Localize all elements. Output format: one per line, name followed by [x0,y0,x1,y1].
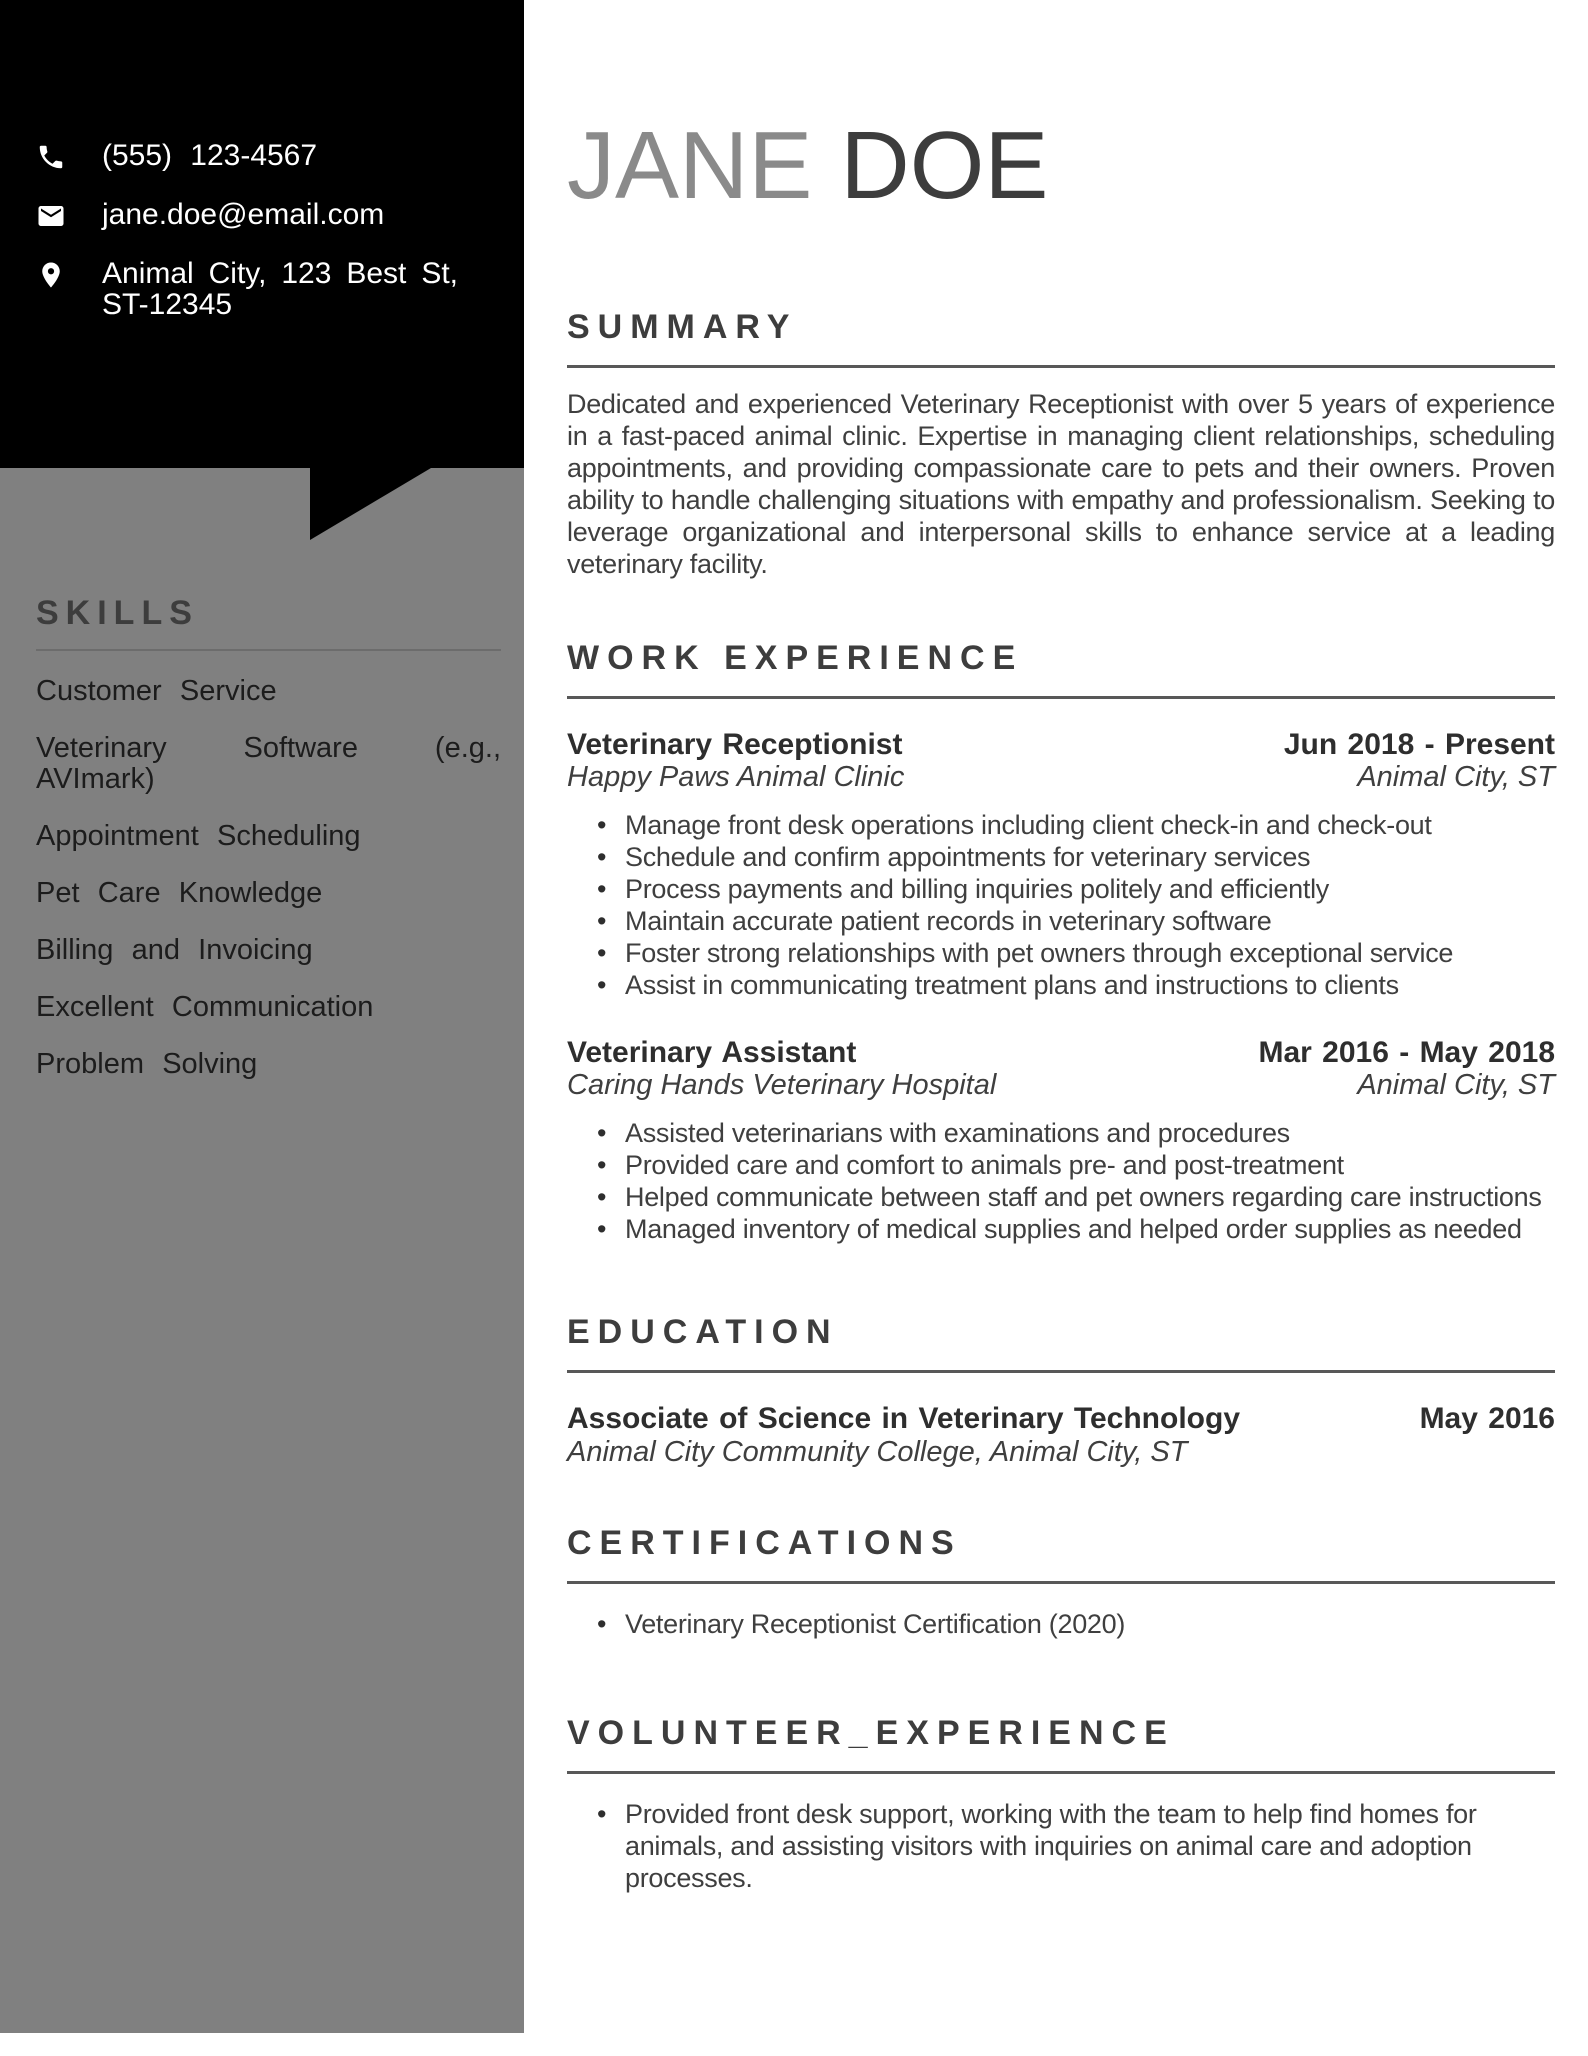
job-dates: Mar 2016 - May 2018 [1258,1036,1555,1069]
summary-section [567,310,1555,580]
job-bullet: • Provided care and comfort to animals pre- and post-treatment [567,1149,1555,1181]
degree-date: May 2016 [1419,1402,1555,1435]
job-company: Caring Hands Veterinary Hospital [567,1069,997,1101]
job-dates: Jun 2018 - Present [1283,728,1555,761]
section-divider [567,365,1555,368]
certifications-section [567,1526,1555,1640]
certifications-list [567,1608,1555,1640]
job-bullets [567,1117,1555,1245]
job-entry [567,1037,1555,1245]
email-icon [36,201,66,231]
last-name: DOE [840,112,1049,219]
skill-item: Pet Care Knowledge [36,877,323,909]
education-heading: EDUCATION [567,1313,839,1351]
job-location: Animal City, ST [1357,1069,1555,1101]
job-company: Happy Paws Animal Clinic [567,761,905,793]
sidebar [0,0,524,2033]
degree-title: Associate of Science in Veterinary Technology [567,1402,1241,1435]
job-bullet: • Foster strong relationships with pet owners through exceptional service [567,937,1555,969]
phone-icon [36,142,66,172]
skill-item: Excellent Communication [36,991,374,1023]
volunteer-heading: VOLUNTEER_EXPERIENCE [567,1714,1175,1752]
location-icon [36,260,66,290]
job-bullet: • Manage front desk operations including client check-in and check-out [567,809,1555,841]
certifications-heading: CERTIFICATIONS [567,1524,962,1562]
speech-bubble-tail [310,468,431,540]
skill-item: Veterinary Software (e.g., AVImark) [36,732,501,795]
main-column [567,0,1555,1894]
skill-item: Problem Solving [36,1048,258,1080]
job-bullet: • Process payments and billing inquiries politely and efficiently [567,873,1555,905]
skills-list [36,676,501,1080]
summary-text: Dedicated and experienced Veterinary Receptionist with over 5 years of experience in a fast-paced animal clinic. Expertise in managing client relationships, scheduling appointments, and providing compassionate care to pets and their owners. Proven ability to handle challenging situations with empathy and professionalism. Seeking to leverage organizational and interpersonal skills to enhance service at a leading veterinary facility. [567,389,1555,579]
section-divider [567,1581,1555,1584]
job-location: Animal City, ST [1357,761,1555,793]
education-section [567,1315,1555,1468]
job-bullet: • Helped communicate between staff and pet owners regarding care instructions [567,1181,1555,1213]
section-divider [567,696,1555,699]
section-divider [567,1370,1555,1373]
certification-item: • Veterinary Receptionist Certification (2020) [567,1608,1555,1640]
skills-divider [36,649,501,651]
work-experience-section [567,641,1555,1245]
job-title: Veterinary Receptionist [567,728,903,761]
contact-item-phone [36,140,458,172]
work-experience-heading: WORK EXPERIENCE [567,639,1024,677]
volunteer-list [567,1798,1555,1894]
contact-address-text: Animal City, 123 Best St, ST-12345 [102,257,458,321]
first-name: JANE [567,112,813,219]
contact-list [36,140,458,347]
skills-section [36,596,501,1106]
skills-heading: SKILLS [36,594,199,632]
job-bullet: • Assist in communicating treatment plans and instructions to clients [567,969,1555,1001]
contact-email-text: jane.doe@email.com [102,198,385,231]
skill-item: Appointment Scheduling [36,820,361,852]
page-title [567,0,1555,219]
volunteer-section [567,1716,1555,1894]
job-bullet: • Assisted veterinarians with examinations and procedures [567,1117,1555,1149]
job-bullet: • Managed inventory of medical supplies and helped order supplies as needed [567,1213,1555,1245]
skill-item: Customer Service [36,675,277,707]
volunteer-item: • Provided front desk support, working with the team to help find homes for animals, and assisting visitors with inquiries on animal care and adoption processes. [567,1798,1555,1894]
section-divider [567,1771,1555,1774]
skill-item: Billing and Invoicing [36,934,313,966]
summary-heading: SUMMARY [567,308,798,346]
contact-item-address [36,258,458,320]
job-bullets [567,809,1555,1001]
job-entry [567,729,1555,1001]
contact-item-email [36,199,458,231]
job-bullet: • Schedule and confirm appointments for veterinary services [567,841,1555,873]
job-title: Veterinary Assistant [567,1036,857,1069]
job-bullet: • Maintain accurate patient records in veterinary software [567,905,1555,937]
school-name: Animal City Community College, Animal City, ST [567,1436,1188,1468]
contact-phone-text: (555) 123-4567 [102,139,318,172]
